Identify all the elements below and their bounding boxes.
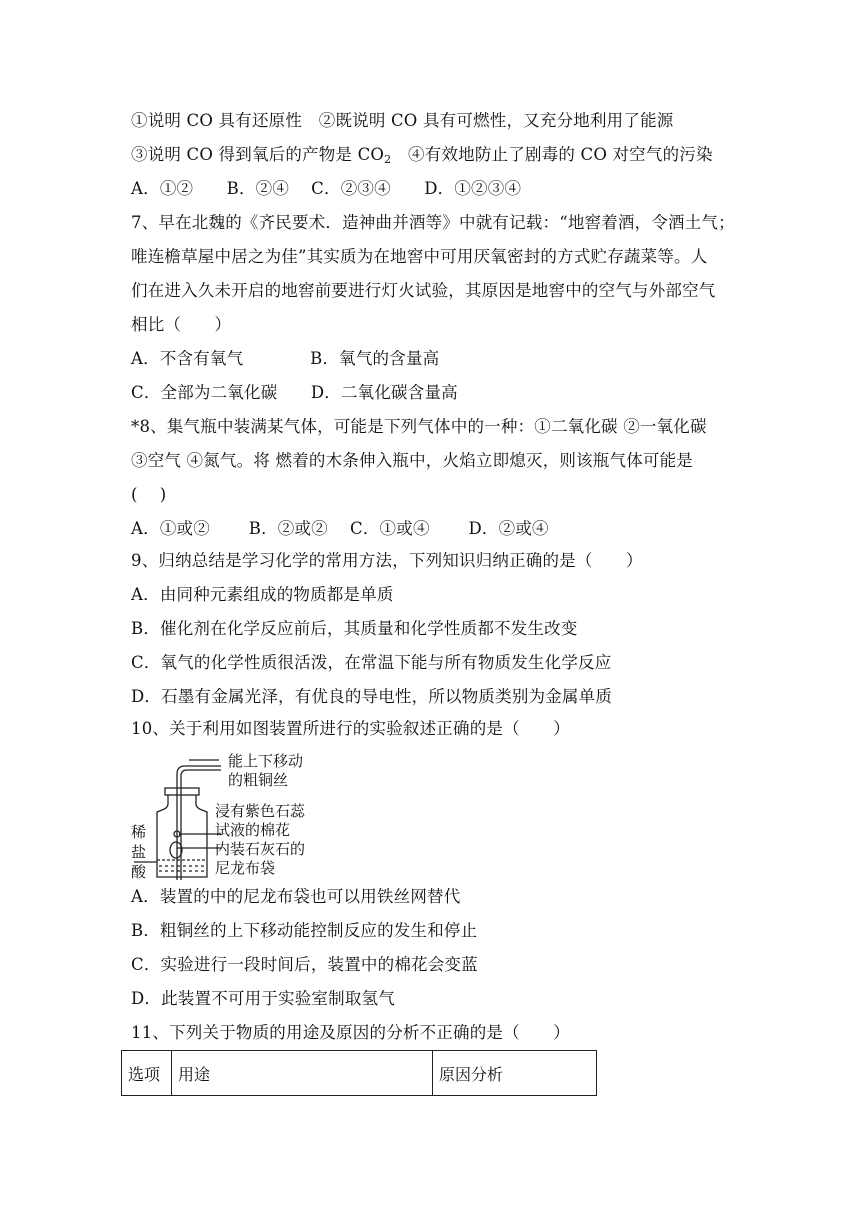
label-acid-char-1: 稀 [131, 823, 147, 841]
label-cotton [215, 802, 305, 840]
q9-stem: 9、归纳总结是学习化学的常用方法，下列知识归纳正确的是（ ） [131, 551, 643, 570]
line-statements-2 [131, 144, 713, 171]
label-copper-wire-line-2: 的粗铜丝 [228, 771, 289, 789]
q11-table [121, 1050, 597, 1096]
q8-options: A．①或② B．②或② C．①或④ D．②或④ [131, 519, 549, 538]
q10-option-a: A．装置的中的尼龙布袋也可以用铁丝网替代 [131, 887, 461, 906]
apparatus-figure [131, 752, 361, 882]
q10-option-c: C．实验进行一段时间后，装置中的棉花会变蓝 [131, 955, 478, 974]
table-header-option: 选项 [122, 1051, 172, 1096]
q7-stem-1: 7、早在北魏的《齐民要术．造神曲并酒等》中就有记载：“地窖着酒，令酒土气； [131, 213, 735, 232]
label-acid-char-2: 盐 [131, 843, 147, 861]
label-cotton-line-2: 试液的棉花 [215, 821, 291, 839]
label-nylon-bag [215, 840, 305, 878]
statement-3-text: ③说明 CO 得到氧后的产物是 CO [131, 145, 385, 164]
q7-options-1: A．不含有氧气 B．氧气的含量高 [131, 349, 440, 368]
label-dilute-acid [131, 822, 146, 882]
q8-stem-3: ( ) [131, 485, 167, 504]
q9-option-b: B．催化剂在化学反应前后，其质量和化学性质都不发生改变 [131, 619, 578, 638]
table-header-use: 用途 [172, 1051, 433, 1096]
q9-option-d: D．石墨有金属光泽，有优良的导电性，所以物质类别为金属单质 [131, 687, 613, 706]
q8-stem-2: ③空气 ④氮气。将 燃着的木条伸入瓶中，火焰立即熄灭，则该瓶气体可能是 [131, 451, 693, 470]
label-nylon-bag-line-1: 内装石灰石的 [215, 840, 306, 858]
label-cotton-line-1: 浸有紫色石蕊 [215, 802, 306, 820]
label-copper-wire-line-1: 能上下移动 [228, 752, 304, 770]
q9-option-a: A．由同种元素组成的物质都是单质 [131, 585, 394, 604]
label-nylon-bag-line-2: 尼龙布袋 [215, 859, 276, 877]
q7-stem-2: 唯连檐草屋中居之为佳”其实质为在地窖中可用厌氧密封的方式贮存蔬菜等。人 [131, 247, 708, 266]
table-header-row [122, 1051, 597, 1096]
label-acid-char-3: 酸 [131, 863, 147, 881]
q8-stem-1: *8、集气瓶中装满某气体，可能是下列气体中的一种：①二氧化碳 ②一氧化碳 [131, 417, 707, 436]
line-statements-1: ①说明 CO 具有还原性 ②既说明 CO 具有可燃性，又充分地利用了能源 [131, 111, 674, 130]
q10-stem: 10、关于利用如图装置所进行的实验叙述正确的是（ ） [131, 719, 570, 738]
table-header-reason: 原因分析 [433, 1051, 597, 1096]
q7-stem-4: 相比（ ） [131, 315, 232, 334]
q11-stem: 11、下列关于物质的用途及原因的分析不正确的是（ ） [131, 1023, 570, 1042]
q7-stem-3: 们在进入久未开启的地窖前要进行灯火试验，其原因是地窖中的空气与外部空气 [131, 281, 716, 300]
q7-options-2: C．全部为二氧化碳 D．二氧化碳含量高 [131, 383, 458, 402]
statement-4-text: ④有效地防止了剧毒的 CO 对空气的污染 [391, 145, 713, 164]
q9-option-c: C．氧气的化学性质很活泼，在常温下能与所有物质发生化学反应 [131, 653, 612, 672]
q6-options: A．①② B．②④ C．②③④ D．①②③④ [131, 179, 522, 198]
label-copper-wire [228, 752, 303, 790]
subscript-2: 2 [384, 153, 392, 166]
q10-option-b: B．粗铜丝的上下移动能控制反应的发生和停止 [131, 921, 478, 940]
q10-option-d: D．此装置不可用于实验室制取氢气 [131, 989, 395, 1008]
